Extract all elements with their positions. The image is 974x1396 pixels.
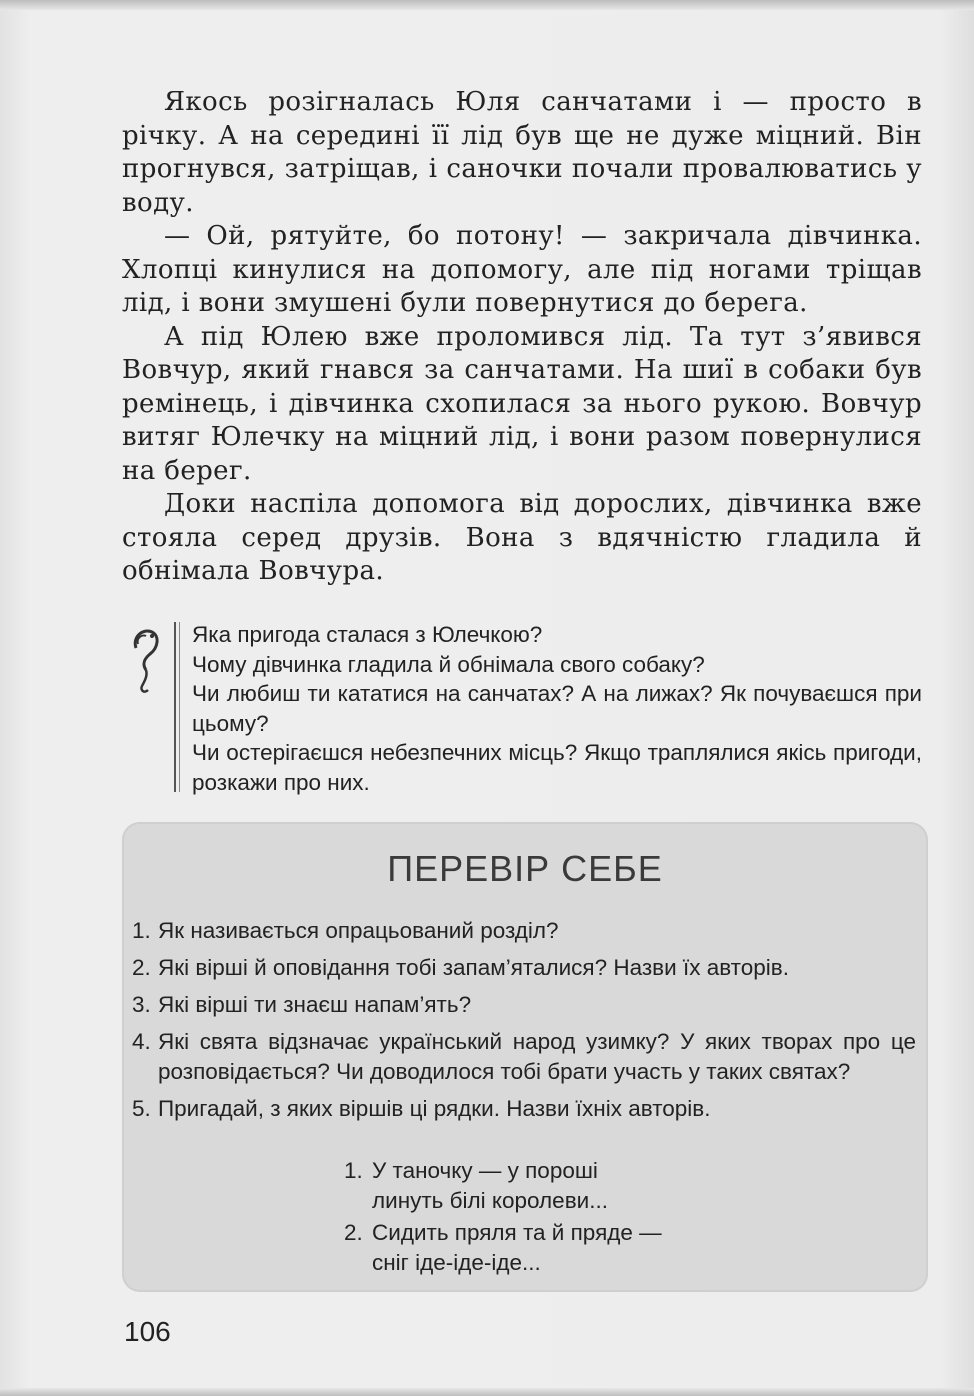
item-text: Які вірші ти знаєш напам’ять? (158, 992, 472, 1017)
verse-excerpt (344, 1218, 764, 1278)
item-number: 4. (132, 1029, 151, 1054)
verse-excerpts (344, 1156, 764, 1280)
verse-lines (372, 1156, 608, 1216)
page-number: 106 (124, 1316, 171, 1347)
story-paragraph: Якось розігналась Юля санчатами і — просто в річку. А на середині її лід був ще не дуже міцний. Він прогнувся, затріщав, і саночки почали провалюватись у воду. (122, 87, 922, 218)
question-mark-icon (126, 626, 166, 696)
verse-line: У таночку — у пороші (372, 1158, 598, 1183)
list-item (132, 916, 916, 946)
item-text: Пригадай, з яких віршів ці рядки. Назви їхніх авторів. (158, 1096, 711, 1121)
item-text: Які свята відзначає український народ узимку? У яких творах про це розповідається? Чи доводилося тобі брати участь у таких святах? (158, 1029, 916, 1084)
verse-number: 1. (344, 1158, 363, 1183)
bottom-edge (0, 1388, 974, 1396)
item-number: 2. (132, 955, 151, 980)
verse-line: линуть білі королеви... (372, 1188, 608, 1213)
discussion-questions (122, 618, 922, 800)
story-text (122, 86, 922, 589)
item-number: 1. (132, 918, 151, 943)
question-item: Чи остерігаєшся небезпечних місць? Якщо траплялися якісь пригоди, розкажи про них. (192, 740, 922, 795)
questions-list (192, 620, 922, 797)
verse-line: Сидить пряля та й пряде — (372, 1220, 662, 1245)
story-paragraph: — Ой, рятуйте, бо потону! — закричала дівчинка. Хлопці кинулися на допомогу, але під ногами тріщав лід, і вони змушені були повернутися до берега. (122, 221, 922, 318)
question-item: Чому дівчинка гладила й обнімала свого собаку? (192, 651, 705, 677)
top-edge (0, 0, 974, 10)
list-item (132, 1027, 916, 1087)
item-number: 3. (132, 992, 151, 1017)
questions-rule-thin (179, 622, 180, 792)
list-item (132, 1094, 916, 1124)
check-yourself-title: ПЕРЕВІР СЕБЕ (387, 848, 663, 889)
item-text: Як називається опрацьований розділ? (158, 918, 559, 943)
story-paragraph: Доки наспіла допомога від дорослих, дівчинка вже стояла серед друзів. Вона з вдячністю гладила й обнімала Вовчура. (122, 489, 922, 586)
item-number: 5. (132, 1096, 151, 1121)
question-item: Чи любиш ти кататися на санчатах? А на лижах? Як почуваєшся при цьому? (192, 681, 922, 736)
list-item (132, 953, 916, 983)
questions-rule (174, 622, 176, 792)
verse-number: 2. (344, 1220, 363, 1245)
verse-excerpt (344, 1156, 764, 1216)
item-text: Які вірші й оповідання тобі запам’яталися? Назви їх авторів. (158, 955, 789, 980)
list-item (132, 990, 916, 1020)
verse-lines (372, 1218, 662, 1278)
question-item: Яка пригода сталася з Юлечкою? (192, 622, 543, 647)
story-paragraph: А під Юлею вже проломився лід. Та тут з’явився Вовчур, який гнався за санчатами. На шиї в собаки був ремінець, і дівчинка схопилася за нього рукою. Вовчур витяг Юлечку на міцний лід, і вони разом повернулися на берег. (122, 321, 922, 486)
verse-line: сніг іде-іде-іде... (372, 1250, 541, 1275)
check-yourself-list (132, 916, 916, 1131)
check-yourself-box (122, 822, 928, 1292)
